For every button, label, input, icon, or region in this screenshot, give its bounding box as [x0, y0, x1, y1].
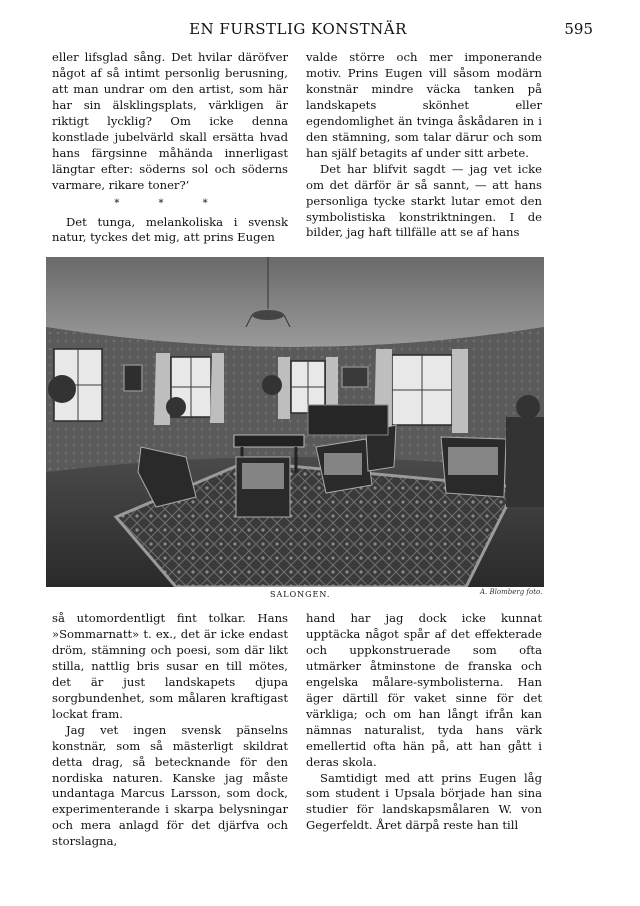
page-header: [48, 20, 593, 40]
paragraph: Samtidigt med att prins Eugen låg som student i Upsala började han sina studier för landskapsmålaren W. von Gegerfeldt. Året därpå reste han till: [306, 770, 542, 833]
paragraph: valde större och mer imponerande motiv. Prins Eugen vill såsom modärn konstnär mindre väcka tanken på landskapets skönhet eller egendomlighet än tvinga åskådaren in i den stämning, som talar därur och som han själf betagits af under sitt arbete.: [306, 50, 542, 160]
paragraph: så utomordentligt fint tolkar. Hans »Sommarnatt» t. ex., det är icke endast dröm, stämning och poesi, som där likt stilla, nattlig bris susar en till mötes, det är just landskapets djupa sorgbundenhet, som målaren kraftigast lockat fram.: [52, 611, 288, 721]
paragraph: eller lifsglad sång. Det hvilar däröfver något af så intimt personlig berusning, att man undrar om den artist, som här har sin älsklingsplats, värkligen är riktigt lycklig? Om icke denna konstlade jubelvärld skall ersätta hvad hans färgsinne måhända innerligast längtar efter: söderns sol och söderns varmare, rikare toner?’: [52, 50, 288, 192]
column-right-bottom: [306, 611, 542, 834]
paragraph: Jag vet ingen svensk pänselns konstnär, som så mästerligt skildrat detta drag, så betecknande för den nordiska naturen. Kanske jag måste undantaga Marcus Larsson, som dock, experimenterande i skarpa belysningar och mera anlagd för det djärfva och storslagna,: [52, 722, 288, 849]
paragraph: hand har jag dock icke kunnat upptäcka något spår af det effekterade och uppkonstruerade som ofta utmärker åtminstone de franska och engelska målare-symbolisterna. Han äger därtill för vaket sinne för det värkliga; och om han långt ifrån kan nämnas naturalist, tyda hans värk emellertid ofta hän på, att han gått i deras skola.: [306, 611, 542, 769]
column-left-top: [52, 50, 288, 246]
photo-credit: A. Blomberg foto.: [480, 588, 543, 596]
column-right-top: [306, 50, 542, 241]
column-left-bottom: [52, 611, 288, 850]
room-photo: [46, 257, 544, 587]
photograph-salongen: [46, 257, 544, 587]
page-number: 595: [564, 20, 593, 38]
section-separator: * * *: [114, 197, 226, 209]
running-title: EN FURSTLIG KONSTNÄR: [189, 20, 407, 38]
paragraph: Det tunga, melankoliska i svensk natur, tyckes det mig, att prins Eugen: [52, 214, 288, 245]
figure-caption: SALONGEN.: [270, 590, 331, 599]
paragraph: Det har blifvit sagdt — jag vet icke om det därför är så sannt, — att hans personliga tycke starkt lutar emot den symbolistiska konstriktningen. I de bilder, jag haft tillfälle att se af hans: [306, 161, 542, 240]
